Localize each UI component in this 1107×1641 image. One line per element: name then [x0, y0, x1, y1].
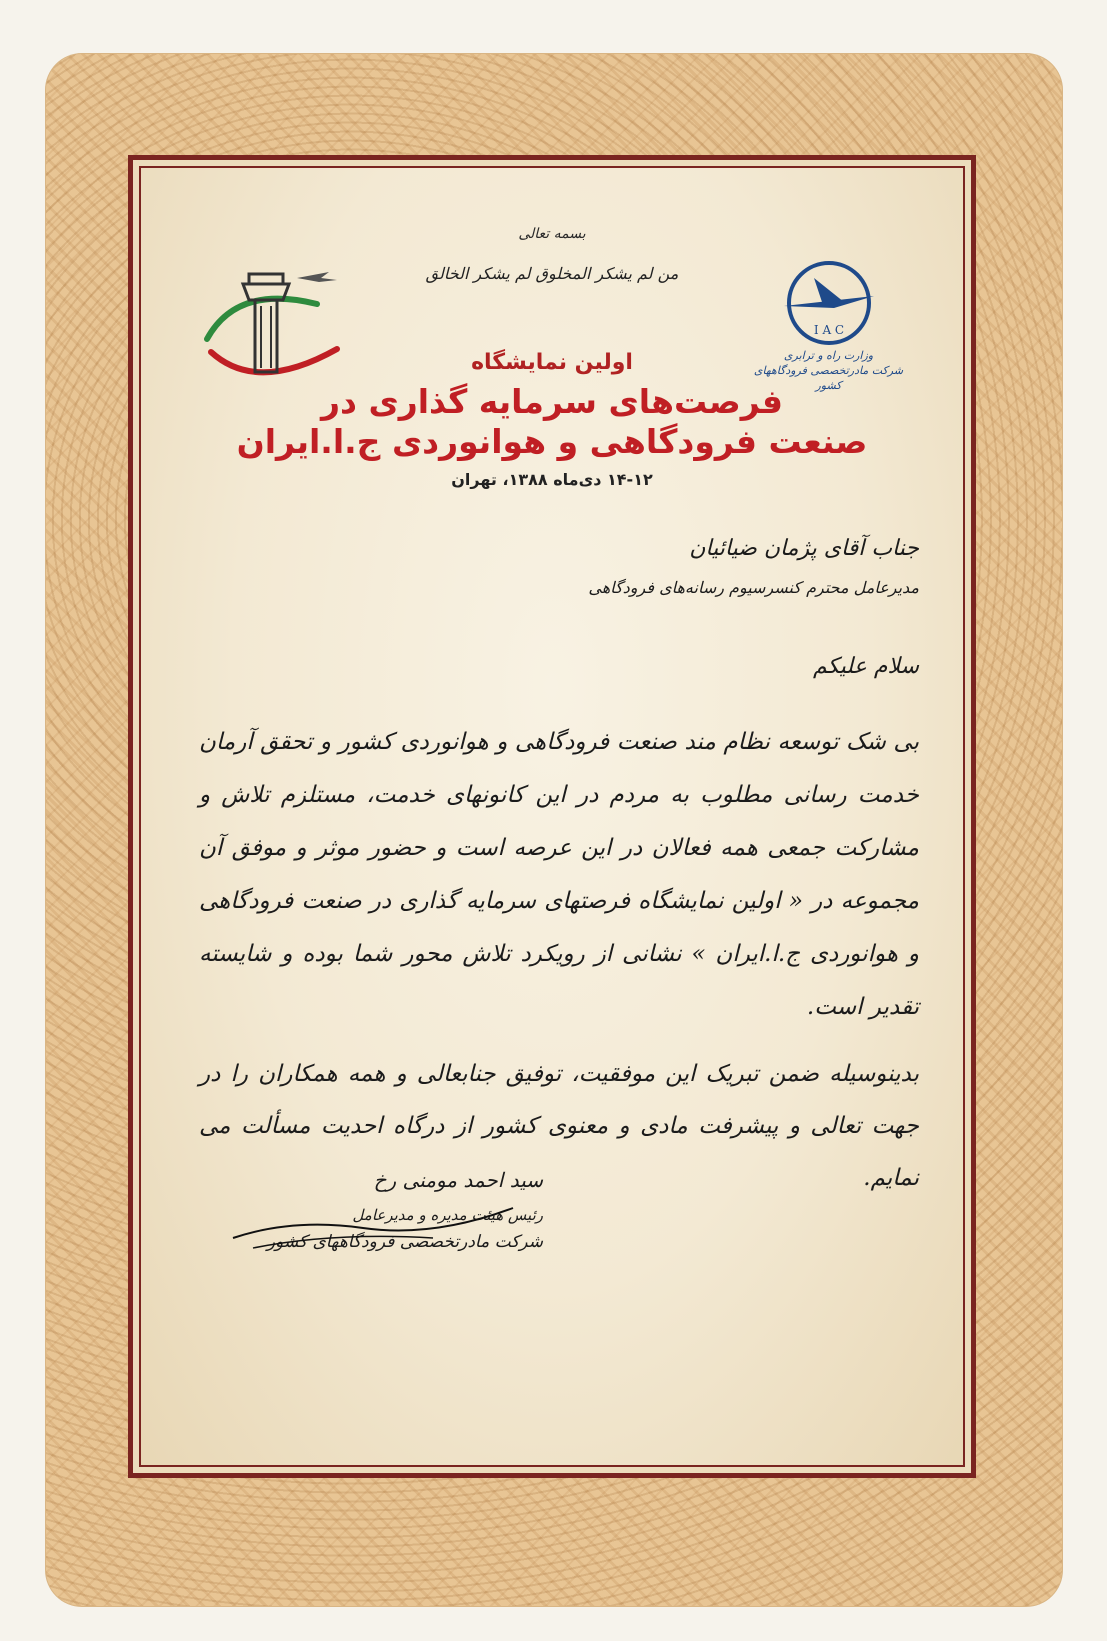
company-label: شرکت مادرتخصصی فرودگاههای کشور [753, 364, 904, 392]
header-quote: من لم یشکر المخلوق لم یشکر الخالق [425, 264, 679, 283]
exhibition-line3: صنعت فرودگاهی و هوانوردی ج.ا.ایران [236, 422, 868, 461]
signature-block [213, 1168, 543, 1252]
signer-name: سید احمد مومنی رخ [373, 1168, 543, 1192]
greeting: سلام علیکم [812, 654, 919, 679]
body-paragraph-2: بدینوسیله ضمن تبریک این موفقیت، توفیق جنابعالی و همه همکاران را در جهت تعالی و پیشرفت مادی و معنوی کشور از درگاه احدیت مسألت می نمایم. [199, 1061, 919, 1191]
certificate-paper [139, 166, 965, 1467]
certificate-frame [128, 155, 976, 1478]
bismillah: بسمه تعالی [518, 226, 586, 242]
recipient-title: مدیرعامل محترم کنسرسیوم رسانه‌های فرودگاهی [588, 578, 919, 597]
signer-organization: شرکت مادرتخصصی فرودگاههای کشور [266, 1232, 543, 1252]
iac-badge-text: I A C [813, 323, 844, 337]
exhibition-line1: اولین نمایشگاه [471, 350, 633, 375]
signer-title: رئیس هیئت مدیره و مدیرعامل [352, 1206, 543, 1224]
signature-stroke-icon [213, 1198, 543, 1258]
body-paragraph-1: بی شک توسعه نظام مند صنعت فرودگاهی و هوانوردی کشور و تحقق آرمان خدمت رسانی مطلوب به مردم در این کانونهای خدمت، مستلزم تلاش و مشارکت جمعی همه فعالان در این عرصه است و حضور موثر و موفق آن مجموعه در « اولین نمایشگاه فرصتهای سرمایه گذاری در صنعت فرودگاهی و هوانوردی ج.ا.ایران » نشانی از رویکرد تلاش محور شما بوده و شایسته تقدیر است. [199, 729, 919, 1020]
ministry-label: وزارت راه و ترابری [783, 349, 874, 362]
recipient-salutation: جناب آقای پژمان ضیائیان [689, 536, 919, 561]
exhibition-date: ۱۴-۱۲ دی‌ماه ۱۳۸۸، تهران [451, 470, 653, 489]
exhibition-line2: فرصت‌های سرمایه گذاری در [321, 382, 783, 421]
